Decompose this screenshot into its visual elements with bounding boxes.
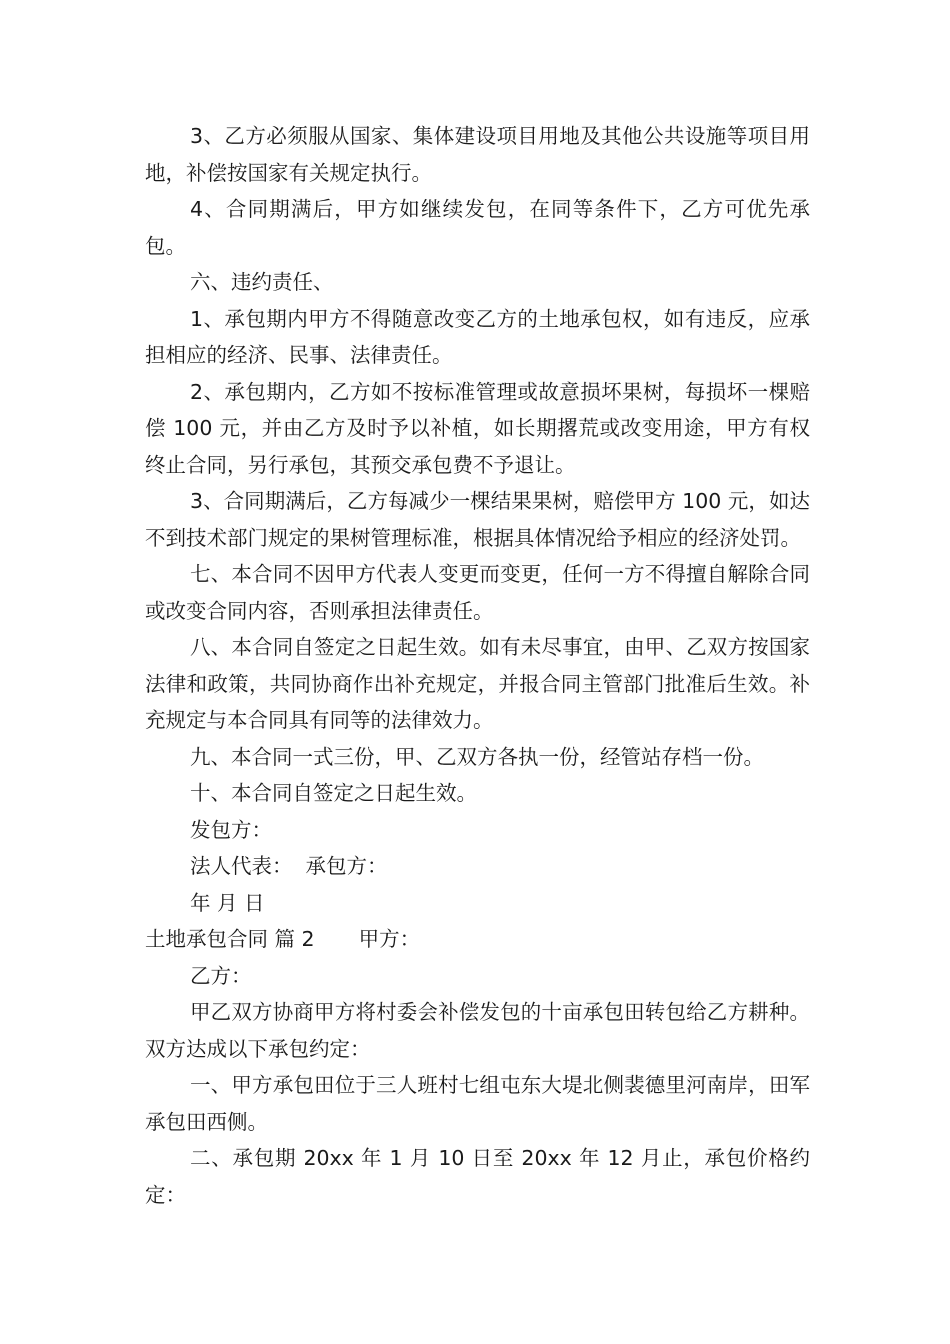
paragraph-clause-6-3: 3、合同期满后，乙方每减少一棵结果果树，赔偿甲方 100 元，如达不到技术部门规定的果树管理标准，根据具体情况给予相应的经济处罚。 xyxy=(145,489,810,550)
contract-2-clause-1: 一、甲方承包田位于三人班村七组屯东大堤北侧裴德里河南岸，田军承包田西侧。 xyxy=(145,1073,810,1134)
signature-representative: 法人代表： 承包方： xyxy=(190,854,388,878)
paragraph-clause-6-2: 2、承包期内，乙方如不按标准管理或故意损坏果树，每损坏一棵赔偿 100 元，并由乙方及时予以补植，如长期撂荒或改变用途，甲方有权终止合同，另行承包，其预交承包费不予退让。 xyxy=(145,379,810,477)
contract-2-clause-2: 二、承包期 20xx 年 1 月 10 日至 20xx 年 12 月止，承包价格约定： xyxy=(145,1146,810,1207)
contract-2-heading xyxy=(145,921,810,958)
signature-issuer: 发包方： xyxy=(190,817,272,842)
paragraph-clause-7: 七、本合同不因甲方代表人变更而变更，任何一方不得擅自解除合同或改变合同内容，否则承担法律责任。 xyxy=(145,562,810,623)
contract-2-party-b: 乙方： xyxy=(190,963,252,988)
paragraph-clause-10: 十、本合同自签定之日起生效。 xyxy=(190,781,477,805)
paragraph-clause-9: 九、本合同一式三份，甲、乙双方各执一份，经管站存档一份。 xyxy=(190,744,764,769)
paragraph-clause-5-3: 3、乙方必须服从国家、集体建设项目用地及其他公共设施等项目用地，补偿按国家有关规定执行。 xyxy=(145,124,810,185)
paragraph-clause-6-1: 1、承包期内甲方不得随意改变乙方的土地承包权，如有违反，应承担相应的经济、民事、法律责任。 xyxy=(145,306,810,367)
paragraph-clause-5-4: 4、合同期满后，甲方如继续发包，在同等条件下，乙方可优先承包。 xyxy=(145,197,810,258)
contract-2-intro: 甲乙双方协商甲方将村委会补偿发包的十亩承包田转包给乙方耕种。双方达成以下承包约定： xyxy=(145,1000,810,1061)
contract-2-title: 土地承包合同 篇 2 xyxy=(145,927,315,951)
paragraph-clause-8: 八、本合同自签定之日起生效。如有未尽事宜，由甲、乙双方按国家法律和政策，共同协商作出补充规定，并报合同主管部门批准后生效。补充规定与本合同具有同等的法律效力。 xyxy=(145,635,810,732)
signature-date: 年 月 日 xyxy=(190,890,265,915)
document-body xyxy=(145,118,810,1213)
contract-2-party-a: 甲方： xyxy=(358,927,421,951)
section-heading-6: 六、违约责任、 xyxy=(190,270,334,294)
